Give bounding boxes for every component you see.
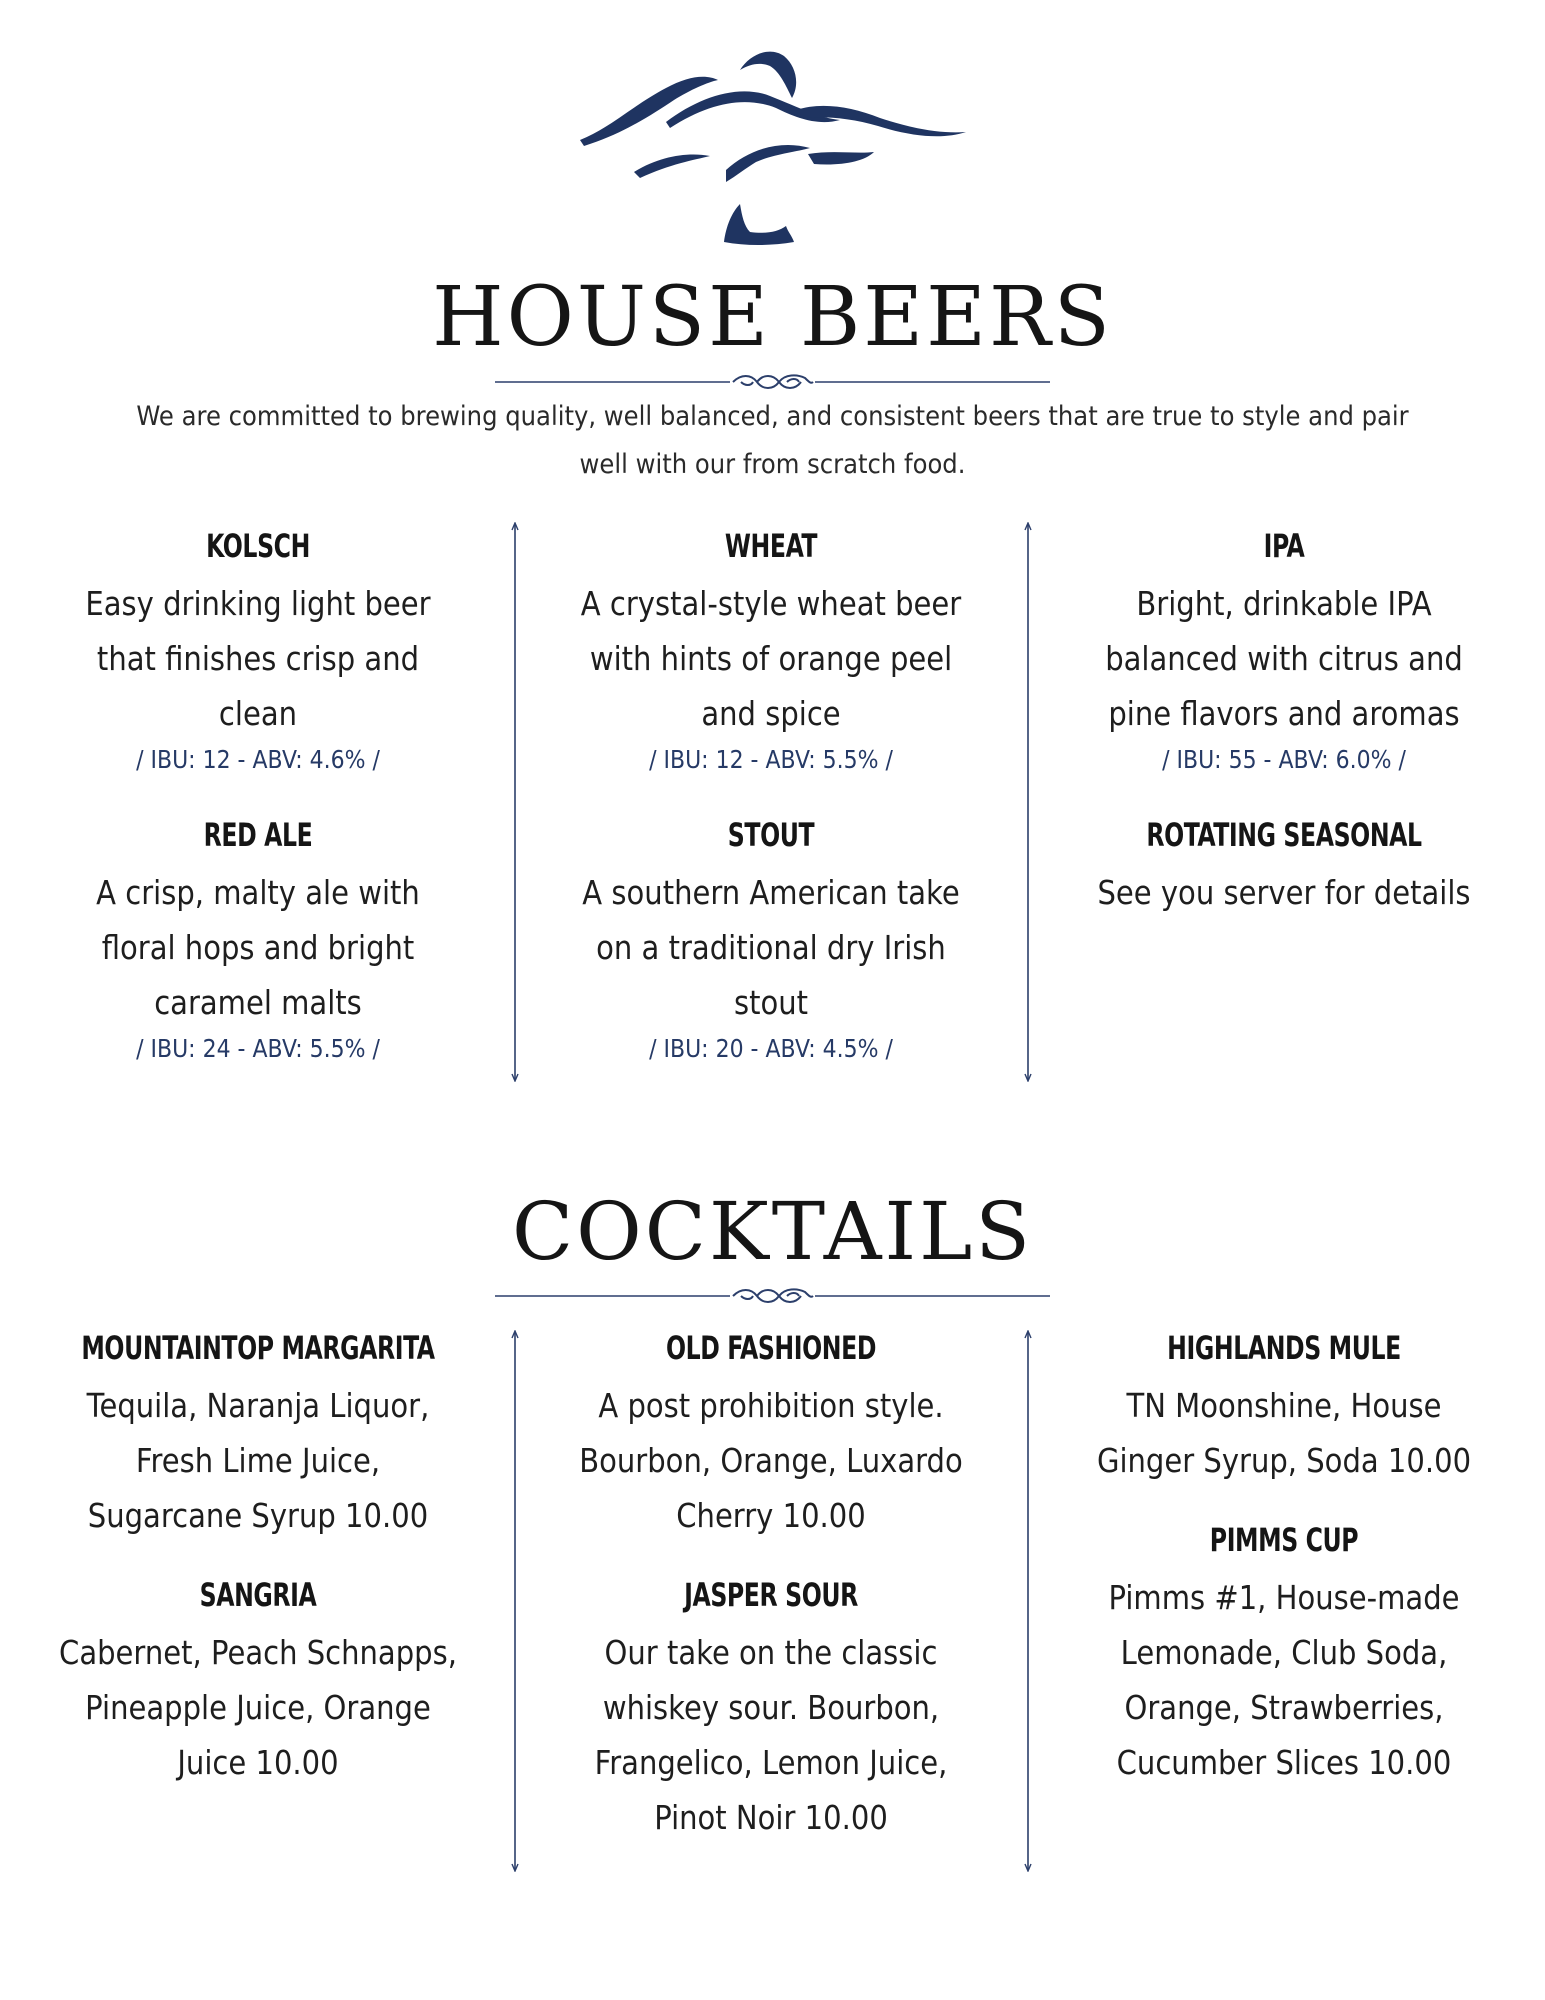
cocktail-description: Our take on the classic whiskey sour. Bourbon, Frangelico, Lemon Juice, Pinot Noir 10.00 [594, 1633, 948, 1837]
beer-description: A southern American take on a traditional dry Irish stout [582, 873, 960, 1022]
cocktail-column-1 [28, 1328, 488, 1790]
beer-name: ROTATING SEASONAL [1146, 816, 1422, 854]
beer-item-rotating-seasonal [1054, 815, 1514, 920]
beer-column-1 [28, 526, 488, 1066]
beer-item-ipa [1054, 526, 1514, 777]
scroll-ornament-icon [495, 1286, 1050, 1306]
cocktail-description: Tequila, Naranja Liquor, Fresh Lime Juice, Sugarcane Syrup 10.00 [86, 1386, 430, 1535]
beer-stats: / IBU: 24 - ABV: 5.5% / [136, 1034, 380, 1063]
cocktail-description: Cabernet, Peach Schnapps, Pineapple Juice, Orange Juice 10.00 [59, 1633, 457, 1782]
beer-name: RED ALE [203, 816, 313, 854]
beer-description: A crystal-style wheat beer with hints of orange peel and spice [580, 584, 962, 733]
cocktail-description: A post prohibition style. Bourbon, Orange, Luxardo Cherry 10.00 [579, 1386, 963, 1535]
column-divider [509, 522, 521, 1082]
cocktail-name: SANGRIA [199, 1576, 317, 1614]
beer-item-stout [541, 815, 1001, 1066]
cocktail-name: OLD FASHIONED [665, 1329, 877, 1367]
beer-description: A crisp, malty ale with floral hops and bright caramel malts [96, 873, 420, 1022]
house-beers-title: HOUSE BEERS [432, 270, 1113, 365]
beer-item-red-ale [28, 815, 488, 1066]
beer-column-2 [541, 526, 1001, 1066]
mountain-logo-icon [570, 36, 970, 256]
beer-stats: / IBU: 12 - ABV: 5.5% / [649, 745, 893, 774]
cocktail-name: MOUNTAINTOP MARGARITA [81, 1329, 435, 1367]
cocktail-column-3 [1054, 1328, 1514, 1790]
cocktail-item-mountaintop-margarita [28, 1328, 488, 1543]
cocktail-description: TN Moonshine, House Ginger Syrup, Soda 10.00 [1096, 1386, 1472, 1480]
beers-intro-text: We are committed to brewing quality, well balanced, and consistent beers that are true to style and pair well with our from scratch food. [136, 401, 1409, 480]
cocktails-title: COCKTAILS [511, 1185, 1034, 1278]
beer-stats: / IBU: 20 - ABV: 4.5% / [649, 1034, 893, 1063]
beer-description: Bright, drinkable IPA balanced with citrus and pine flavors and aromas [1105, 584, 1463, 733]
beer-name: KOLSCH [206, 527, 310, 565]
cocktail-name: JASPER SOUR [684, 1576, 858, 1614]
beer-item-kolsch [28, 526, 488, 777]
beer-name: WHEAT [724, 527, 818, 565]
beer-stats: / IBU: 12 - ABV: 4.6% / [136, 745, 380, 774]
beer-column-3 [1054, 526, 1514, 920]
column-divider [1022, 522, 1034, 1082]
column-divider [509, 1330, 521, 1872]
cocktail-item-sangria [28, 1575, 488, 1790]
cocktail-name: HIGHLANDS MULE [1167, 1329, 1401, 1367]
beer-description: See you server for details [1097, 873, 1471, 912]
beer-stats: / IBU: 55 - ABV: 6.0% / [1162, 745, 1406, 774]
beer-description: Easy drinking light beer that finishes crisp and clean [85, 584, 431, 733]
cocktail-item-jasper-sour [541, 1575, 1001, 1845]
cocktail-name: PIMMS CUP [1209, 1521, 1359, 1559]
beer-item-wheat [541, 526, 1001, 777]
beer-name: IPA [1263, 527, 1305, 565]
cocktail-column-2 [541, 1328, 1001, 1845]
cocktail-item-highlands-mule [1054, 1328, 1514, 1488]
cocktail-item-pimms-cup [1054, 1520, 1514, 1790]
beer-name: STOUT [727, 816, 815, 854]
scroll-ornament-icon [495, 372, 1050, 392]
column-divider [1022, 1330, 1034, 1872]
cocktail-item-old-fashioned [541, 1328, 1001, 1543]
cocktail-description: Pimms #1, House-made Lemonade, Club Soda, Orange, Strawberries, Cucumber Slices 10.00 [1108, 1578, 1460, 1782]
